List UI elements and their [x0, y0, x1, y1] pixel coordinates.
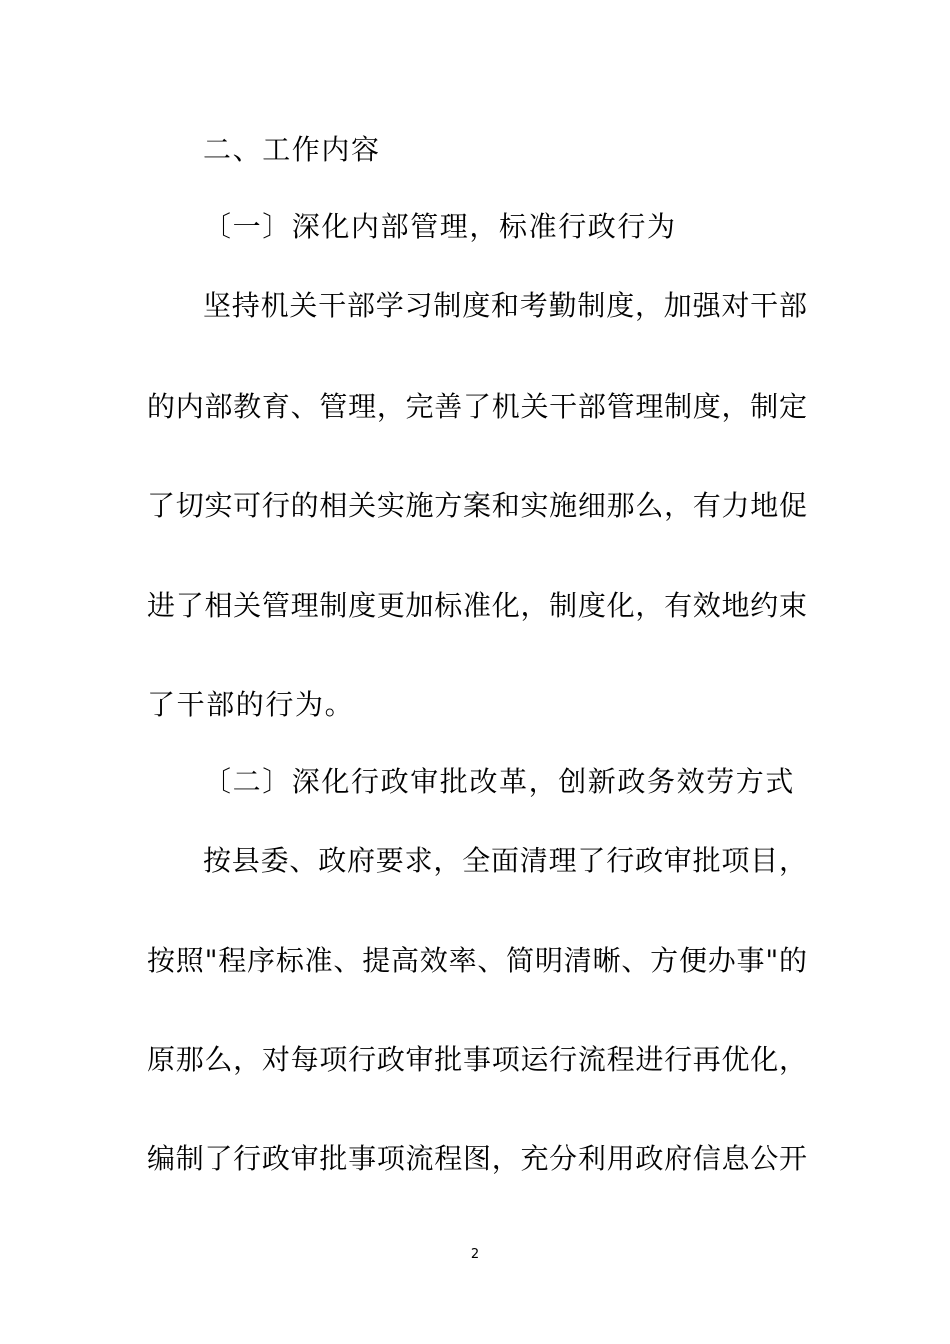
paragraph-2-line-3: 原那么，对每项行政审批事项运行流程进行再优化， — [147, 1043, 807, 1076]
section-heading: 二、工作内容 — [203, 133, 381, 166]
paragraph-1-line-5: 了干部的行为。 — [147, 688, 355, 721]
paragraph-1-line-1: 坚持机关干部学习制度和考勤制度，加强对干部 — [203, 289, 807, 322]
paragraph-1-line-2: 的内部教育、管理，完善了机关干部管理制度，制定 — [147, 390, 807, 423]
page-number: 2 — [470, 1247, 480, 1262]
paragraph-2-line-4: 编制了行政审批事项流程图，充分利用政府信息公开 — [147, 1142, 807, 1175]
paragraph-2-line-1: 按县委、政府要求，全面清理了行政审批项目， — [203, 844, 807, 877]
paragraph-1-line-4: 进了相关管理制度更加标准化，制度化，有效地约束 — [147, 589, 807, 622]
subheading-administrative-approval: 〔二〕深化行政审批改革，创新政务效劳方式 — [203, 765, 796, 798]
paragraph-1-line-3: 了切实可行的相关实施方案和实施细那么，有力地促 — [147, 489, 807, 522]
subheading-internal-management: 〔一〕深化内部管理，标准行政行为 — [203, 210, 677, 243]
paragraph-2-line-2: 按照"程序标准、提高效率、简明清晰、方便办事"的 — [147, 944, 807, 977]
